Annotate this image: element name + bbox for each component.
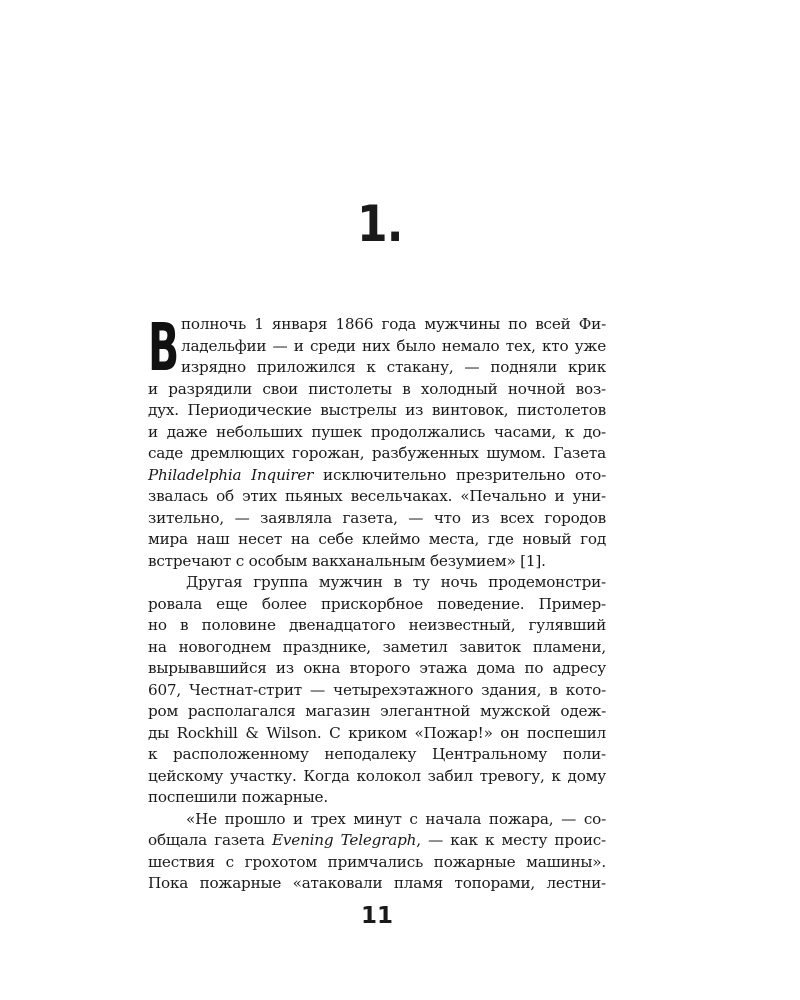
text-line (148, 465, 606, 487)
page-number: 11 (360, 903, 393, 929)
text-line (148, 336, 606, 358)
text-line (148, 873, 606, 895)
text-run: на новогоднем празднике, заметил завиток пламени, (148, 637, 606, 656)
text-line (148, 529, 606, 551)
text-run: исключительно презрительно ото- (313, 465, 606, 484)
body-text (148, 309, 606, 895)
text-run: зительно, — заявляла газета, — что из всех городов (148, 508, 606, 527)
text-line (148, 572, 606, 594)
text-run: изрядно приложился к стакану, — подняли крик (181, 358, 606, 376)
text-run: ладельфии — и среди них было немало тех, кто уже (181, 336, 606, 355)
text-line (148, 551, 606, 573)
text-line (148, 658, 606, 680)
text-line (148, 422, 606, 444)
text-run: , — как к месту проис- (416, 831, 606, 849)
text-line (148, 486, 606, 508)
text-run: звалась об этих пьяных весельчаках. «Печально и уни- (148, 487, 606, 505)
text-line (148, 594, 606, 616)
text-run: саде дремлющих горожан, разбуженных шумом. Газета (148, 444, 606, 462)
text-line (148, 357, 606, 379)
text-line (148, 637, 606, 659)
text-run: встречают с особым вакханальным безумием» [1]. (148, 551, 546, 570)
text-line (148, 680, 606, 702)
text-line (148, 723, 606, 745)
text-run: «Не прошло и трех минут с начала пожара, — со- (186, 809, 606, 828)
text-run: но в половине двенадцатого неизвестный, гулявший (148, 616, 606, 634)
text-run: полночь 1 января 1866 года мужчины по всей Фи- (181, 315, 606, 333)
text-line (148, 809, 606, 831)
text-line (148, 615, 606, 637)
text-line (148, 701, 606, 723)
text-run: Пока пожарные «атаковали пламя топорами, лестни- (148, 874, 606, 892)
chapter-number: 1. (356, 195, 403, 253)
text-run: дух. Периодические выстрелы из винтовок, пистолетов (148, 401, 606, 419)
text-run: цейскому участку. Когда колокол забил тревогу, к дому (148, 766, 606, 785)
text-run: мира наш несет на себе клеймо места, где новый год (148, 530, 606, 548)
text-line (148, 830, 606, 852)
text-line (148, 766, 606, 788)
text-run: к расположенному неподалеку Центральному поли- (148, 745, 606, 763)
text-line (148, 744, 606, 766)
text-run: вырывавшийся из окна второго этажа дома по адресу (148, 659, 606, 677)
text-line (148, 787, 606, 809)
text-line (148, 852, 606, 874)
text-run: ровала еще более прискорбное поведение. Пример- (148, 594, 606, 613)
text-run: и даже небольших пушек продолжались часами, к до- (148, 422, 606, 441)
text-run: ром располагался магазин элегантной мужской одеж- (148, 702, 606, 720)
text-line (148, 400, 606, 422)
text-line (148, 314, 606, 336)
text-line (148, 443, 606, 465)
text-run: общала газета (148, 831, 273, 849)
drop-cap: В (148, 309, 180, 386)
text-run: ды Rockhill & Wilson. С криком «Пожар!» он поспешил (148, 723, 606, 742)
italic-title: Philadelphia Inquirer (148, 465, 314, 484)
text-run: шествия с грохотом примчались пожарные машины». (148, 852, 606, 871)
text-run: и разрядили свои пистолеты в холодный ночной воз- (148, 379, 606, 398)
text-run: 607, Честнат-стрит — четырехэтажного здания, в кото- (148, 680, 606, 699)
italic-title: Evening Telegraph (272, 831, 417, 849)
text-run: Другая группа мужчин в ту ночь продемонстри- (186, 573, 606, 591)
text-line (148, 508, 606, 530)
text-line (148, 379, 606, 401)
text-run: поспешили пожарные. (148, 788, 328, 806)
